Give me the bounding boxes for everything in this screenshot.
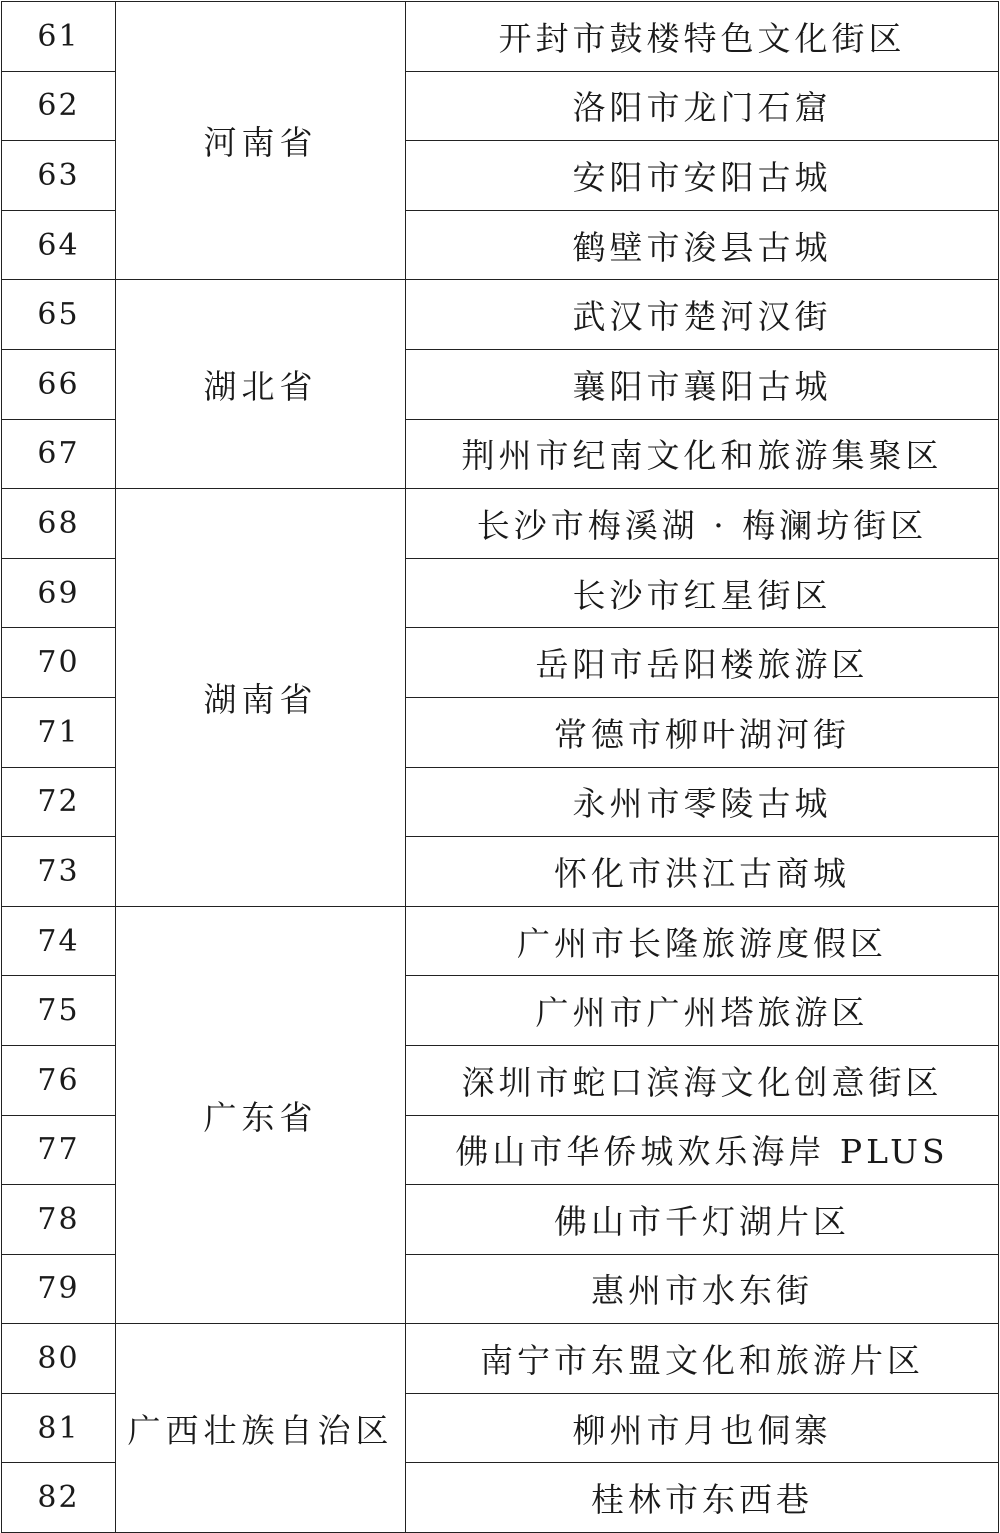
- row-number-cell: 75: [2, 976, 116, 1046]
- district-name-cell: 柳州市月也侗寨: [406, 1393, 999, 1463]
- row-number-cell: 69: [2, 558, 116, 628]
- district-name-cell: 怀化市洪江古商城: [406, 837, 999, 907]
- row-number-cell: 68: [2, 489, 116, 559]
- province-cell: 广西壮族自治区: [116, 1324, 406, 1533]
- district-name-cell: 武汉市楚河汉街: [406, 280, 999, 350]
- table-row: [2, 2, 999, 72]
- row-number-cell: 64: [2, 210, 116, 280]
- row-number-cell: 82: [2, 1463, 116, 1533]
- province-cell: 广东省: [116, 906, 406, 1324]
- province-cell: 湖北省: [116, 280, 406, 489]
- row-number-cell: 78: [2, 1185, 116, 1255]
- district-name-cell: 永州市零陵古城: [406, 767, 999, 837]
- row-number-cell: 62: [2, 71, 116, 141]
- district-name-cell: 桂林市东西巷: [406, 1463, 999, 1533]
- row-number-cell: 81: [2, 1393, 116, 1463]
- districts-table: [1, 1, 999, 1533]
- row-number-cell: 79: [2, 1254, 116, 1324]
- district-name-cell: 开封市鼓楼特色文化街区: [406, 2, 999, 72]
- row-number-cell: 65: [2, 280, 116, 350]
- district-name-cell: 安阳市安阳古城: [406, 141, 999, 211]
- district-name-cell: 深圳市蛇口滨海文化创意街区: [406, 1045, 999, 1115]
- table-row: [2, 489, 999, 559]
- row-number-cell: 80: [2, 1324, 116, 1394]
- row-number-cell: 71: [2, 697, 116, 767]
- district-name-cell: 荆州市纪南文化和旅游集聚区: [406, 419, 999, 489]
- district-name-cell: 岳阳市岳阳楼旅游区: [406, 628, 999, 698]
- row-number-cell: 76: [2, 1045, 116, 1115]
- row-number-cell: 67: [2, 419, 116, 489]
- district-name-cell: 长沙市梅溪湖 · 梅澜坊街区: [406, 489, 999, 559]
- table-body: [2, 2, 999, 1533]
- district-name-cell: 洛阳市龙门石窟: [406, 71, 999, 141]
- district-name-cell: 长沙市红星街区: [406, 558, 999, 628]
- district-name-cell: 南宁市东盟文化和旅游片区: [406, 1324, 999, 1394]
- province-cell: 河南省: [116, 2, 406, 280]
- district-name-cell: 襄阳市襄阳古城: [406, 349, 999, 419]
- province-cell: 湖南省: [116, 489, 406, 907]
- district-name-cell: 鹤壁市浚县古城: [406, 210, 999, 280]
- row-number-cell: 73: [2, 837, 116, 907]
- row-number-cell: 63: [2, 141, 116, 211]
- table-row: [2, 906, 999, 976]
- row-number-cell: 77: [2, 1115, 116, 1185]
- row-number-cell: 74: [2, 906, 116, 976]
- district-name-cell: 广州市广州塔旅游区: [406, 976, 999, 1046]
- row-number-cell: 70: [2, 628, 116, 698]
- table-row: [2, 1324, 999, 1394]
- district-name-cell: 常德市柳叶湖河街: [406, 697, 999, 767]
- row-number-cell: 61: [2, 2, 116, 72]
- district-name-cell: 惠州市水东街: [406, 1254, 999, 1324]
- district-name-cell: 佛山市千灯湖片区: [406, 1185, 999, 1255]
- row-number-cell: 66: [2, 349, 116, 419]
- table-row: [2, 280, 999, 350]
- row-number-cell: 72: [2, 767, 116, 837]
- district-name-cell: 广州市长隆旅游度假区: [406, 906, 999, 976]
- district-name-cell: 佛山市华侨城欢乐海岸 PLUS: [406, 1115, 999, 1185]
